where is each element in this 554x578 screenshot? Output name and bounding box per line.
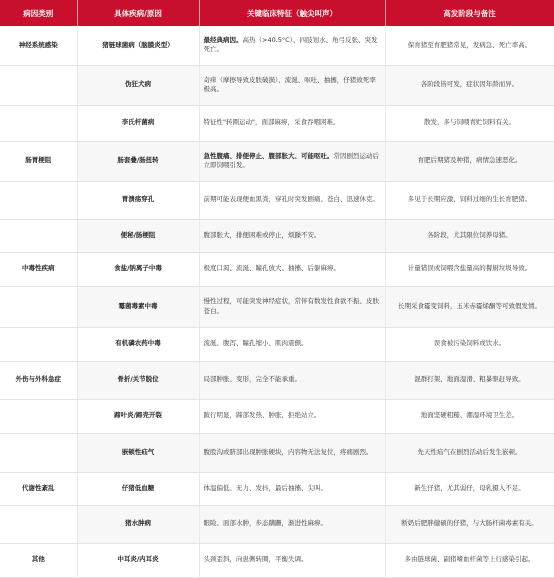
table-row xyxy=(0,399,554,433)
table-row xyxy=(0,472,554,505)
table-row xyxy=(0,286,554,327)
disease-cell: 食盐/钠离子中毒 xyxy=(77,252,199,286)
feature-text: 极度口渴、流涎、瞳孔放大、抽搐、后躯麻痹。 xyxy=(203,264,340,273)
remark-cell: 地面坚硬粗糙、潮湿环境卫生差。 xyxy=(385,399,554,433)
header-disease: 具体疾病/原因 xyxy=(77,0,199,26)
remark-cell: 多见于长期应激、饲料过细的生长育肥猪。 xyxy=(385,181,554,219)
category-cell: 中毒性疾病 xyxy=(0,252,77,286)
feature-text: 局部肿胀、变形，完全不能承重。 xyxy=(203,375,301,384)
feature-text: 前期可能表现便血黑粪，穿孔时突发剧痛、苍白、迅速休克。 xyxy=(203,195,379,204)
feature-text: 腹股沟或脐部出现肿胀硬块，内容物无法复位，疼痛剧烈。 xyxy=(203,447,373,456)
table-row xyxy=(0,65,554,105)
table-row xyxy=(0,26,554,65)
feature-cell xyxy=(199,26,385,65)
table-row xyxy=(0,181,554,219)
disease-cell: 伪狂犬病 xyxy=(77,65,199,105)
category-cell: 神经系统感染 xyxy=(0,26,77,65)
feature-highlight: 急性腹痛、排便停止、腹部胀大、可能呕吐。 xyxy=(203,151,334,160)
feature-cell xyxy=(199,141,385,181)
feature-cell xyxy=(199,361,385,399)
disease-cell: 肠套叠/肠扭转 xyxy=(77,141,199,181)
disease-cell: 猪链球菌病（脑膜炎型） xyxy=(77,26,199,65)
header-remarks: 高发阶段与备注 xyxy=(385,0,554,26)
header-row xyxy=(0,0,554,26)
disease-cell: 仔猪低血糖 xyxy=(77,472,199,505)
remark-cell: 长期采食霉变饲料，玉米赤霉烯酮等可致假发情。 xyxy=(385,286,554,327)
table-row xyxy=(0,105,554,141)
feature-text: 跛行明显，蹄部发热、肿胀，拒绝站立。 xyxy=(203,411,321,420)
feature-cell xyxy=(199,472,385,505)
feature-text: 腹部胀大，排便困难或停止，烦躁不安。 xyxy=(203,230,321,239)
table-row xyxy=(0,361,554,399)
category-cell xyxy=(0,181,77,219)
feature-cell xyxy=(199,399,385,433)
feature-cell xyxy=(199,181,385,219)
remark-cell: 散发，多与饲喂青贮饲料有关。 xyxy=(385,105,554,141)
remark-cell: 误食被污染饲料或饮水。 xyxy=(385,327,554,361)
table-row xyxy=(0,543,554,577)
feature-text: 头颈歪斜，向患侧转圈，平衡失调。 xyxy=(203,555,308,564)
table-row xyxy=(0,505,554,543)
feature-cell xyxy=(199,286,385,327)
category-cell: 代谢性紊乱 xyxy=(0,472,77,505)
feature-text: 体温偏低、无力、发抖，最后抽搐、尖叫。 xyxy=(203,483,327,492)
feature-cell xyxy=(199,252,385,286)
header-category: 病因类别 xyxy=(0,0,77,26)
feature-text: 常因剧烈运动后立即饲喂引发。 xyxy=(203,151,379,169)
category-cell: 肠胃梗阻 xyxy=(0,141,77,181)
category-cell xyxy=(0,327,77,361)
category-cell: 其他 xyxy=(0,543,77,577)
remark-cell: 各阶段皆可发，症状因年龄而异。 xyxy=(385,65,554,105)
category-cell: 外伤与外科急症 xyxy=(0,361,77,399)
table-row xyxy=(0,219,554,252)
remark-cell: 计量错误或饲喂含盐量高的餐厨垃圾导致。 xyxy=(385,252,554,286)
category-cell xyxy=(0,65,77,105)
feature-highlight: 最经典病因。 xyxy=(203,35,243,44)
disease-cell: 猪水肿病 xyxy=(77,505,199,543)
remark-cell: 育肥后期猪及种猪，病情急速恶化。 xyxy=(385,141,554,181)
disease-cell: 霉菌毒素中毒 xyxy=(77,286,199,327)
remark-cell: 新生仔猪，尤其弱仔，母乳摄入不足。 xyxy=(385,472,554,505)
feature-text: 眼睑、面部水肿，步态蹒跚，渐进性麻痹。 xyxy=(203,519,327,528)
remark-cell: 断奶后肥胖健硕的仔猪，与大肠杆菌毒素有关。 xyxy=(385,505,554,543)
remark-cell: 多由链球菌、副猪嗜血杆菌等上行感染引起。 xyxy=(385,543,554,577)
feature-text: 高热（>40.5°C）、四肢划水、角弓反张、突发死亡。 xyxy=(203,35,378,54)
feature-text: 流涎、腹泻、瞳孔缩小、肌肉震颤。 xyxy=(203,339,308,348)
disease-cell: 李氏杆菌病 xyxy=(77,105,199,141)
category-cell xyxy=(0,286,77,327)
remark-cell: 保育猪至育肥猪常见，发病急、死亡率高。 xyxy=(385,26,554,65)
disease-cell: 嵌顿性疝气 xyxy=(77,433,199,472)
feature-cell xyxy=(199,219,385,252)
feature-cell xyxy=(199,65,385,105)
disease-cell: 胃溃疡穿孔 xyxy=(77,181,199,219)
feature-text: 奇痒（摩擦导致皮肤破损）、流涎、呕吐、抽搐，仔猪致死率极高。 xyxy=(203,75,376,93)
disease-cell: 蹄叶炎/蹄壳开裂 xyxy=(77,399,199,433)
table-row xyxy=(0,327,554,361)
table-row xyxy=(0,141,554,181)
remark-cell: 混群打架、地面湿滑、粗暴驱赶导致。 xyxy=(385,361,554,399)
feature-cell xyxy=(199,505,385,543)
feature-cell xyxy=(199,105,385,141)
remark-cell: 先天性疝气在剧烈活动后发生嵌顿。 xyxy=(385,433,554,472)
category-cell xyxy=(0,219,77,252)
table-row xyxy=(0,433,554,472)
feature-cell xyxy=(199,543,385,577)
disease-cell: 便秘/肠梗阻 xyxy=(77,219,199,252)
category-cell xyxy=(0,399,77,433)
disease-cell: 有机磷农药中毒 xyxy=(77,327,199,361)
feature-cell xyxy=(199,327,385,361)
category-cell xyxy=(0,505,77,543)
feature-text: 慢性过程，可能突发神经症状，常伴有数发性食欲不振、皮肤苍白。 xyxy=(203,297,379,315)
header-features: 关键临床特征（触尖叫声） xyxy=(199,0,385,26)
category-cell xyxy=(0,433,77,472)
feature-cell xyxy=(199,433,385,472)
category-cell xyxy=(0,105,77,141)
feature-text: 特征性"转圈运动"，面部麻痹，采食吞咽困难。 xyxy=(203,118,340,127)
table-row xyxy=(0,252,554,286)
disease-cell: 中耳炎/内耳炎 xyxy=(77,543,199,577)
remark-cell: 各阶段，尤其限位饲养母猪。 xyxy=(385,219,554,252)
disease-cell: 骨折/关节脱位 xyxy=(77,361,199,399)
